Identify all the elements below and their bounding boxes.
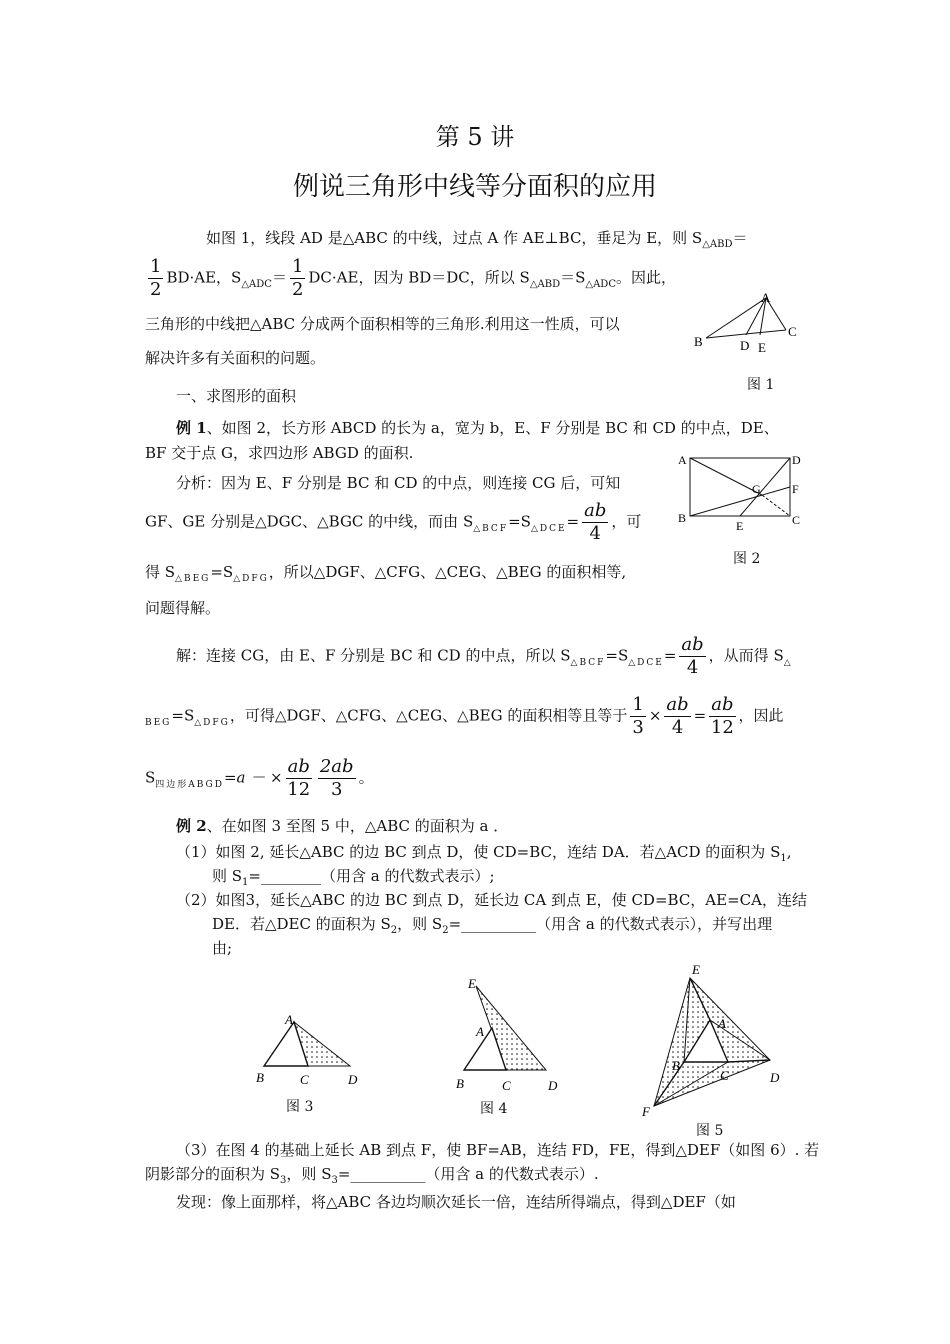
example-2-line: 例 2、在如图 3 至图 5 中，△ABC 的面积为 a ． [176, 817, 509, 835]
fig1-label-C: C [788, 324, 797, 339]
example-1-line-1: 例 1、如图 2，长方形 ABCD 的长为 a，宽为 b，E、F 分别是 BC 和 CD 的中点，DE、 [176, 419, 779, 437]
intro-line-1: 如图 1，线段 AD 是△ABC 的中线，过点 A 作 AE⊥BC，垂足为 E，则 $S_{\triangle ABD}=$ [206, 229, 748, 250]
fig2-label-A: A [678, 453, 687, 467]
fig4-label-A: A [476, 1024, 484, 1039]
fig4-label-E: E [468, 976, 476, 991]
fig5-label-B: B [672, 1058, 680, 1073]
fig3-label-B: B [256, 1070, 264, 1085]
lecture-title: 例说三角形中线等分面积的应用 [292, 172, 657, 202]
intro-line-4: 解决许多有关面积的问题。 [145, 349, 326, 367]
section-heading: 一、求图形的面积 [176, 387, 297, 405]
fig2-label-B: B [678, 511, 687, 525]
fig1-label-A: A [761, 290, 771, 305]
question-2-line-1: （2）如图3，延长△ABC 的边 BC 到点 D，延长边 CA 到点 E，使 CD=BC，AE=CA，连结 [176, 891, 807, 909]
fig4-label-D: D [548, 1078, 558, 1093]
fig2-label-C: C [792, 513, 801, 527]
fig5-label-C: C [720, 1068, 729, 1083]
fig5-label-A: A [718, 1016, 726, 1031]
intro-line-3: 三角形的中线把△ABC 分成两个面积相等的三角形.利用这一性质，可以 [145, 315, 620, 333]
analysis-line-3: 得 $S_{\triangle BEG}=S_{\triangle DFG}$，所以△DGF、△CFG、△CEG、△BEG 的面积相等, [145, 563, 627, 584]
analysis-line-1: 分析：因为 E、F 分别是 BC 和 CD 的中点，则连接 CG 后，可知 [176, 474, 621, 492]
fig4-label-C: C [502, 1078, 511, 1093]
figure-2-caption: 图 2 [733, 551, 761, 567]
solution-line-2: $_{BEG}=S_{\triangle DFG}$，可得△DGF、△CFG、△CEG、△BEG 的面积相等且等于 $\frac{1}{3}$ × $\frac{ab}{4}$ = $\frac{ab}{12}$ ，因此 [145, 694, 784, 738]
figure-1-caption: 图 1 [747, 377, 775, 393]
figure-2-diagram [676, 448, 811, 538]
fig1-label-E: E [758, 340, 766, 355]
fig3-label-C: C [300, 1072, 309, 1087]
figure-5-caption: 图 5 [696, 1123, 724, 1139]
lecture-number: 第 5 讲 [435, 123, 515, 151]
question-2-line-3: 由; [212, 939, 233, 957]
question-2-line-2: DE．若△DEC 的面积为 $S_2$，则 $S_2=\_\_\_\_\_\_\_\_\_\_$（用含 a 的代数式表示），并写出理 [212, 915, 773, 936]
fig3-label-D: D [348, 1072, 358, 1087]
solution-line-1: 解：连接 CG，由 E、F 分别是 BC 和 CD 的中点，所以 $S_{\triangle BCF}=S_{\triangle DCE}=$ $\frac{ab}{4}$ ，从而得 $S_\triangle$ [176, 634, 793, 678]
intro-line-2: $\frac{1}{2}$ BD·AE，$S_{\triangle ADC}=$ $\frac{1}{2}$ DC·AE，因为 BD＝DC，所以 $S_{\triangle ABD}=S_{\triangle ADC}$。因此， [150, 256, 676, 300]
fig1-label-B: B [694, 334, 703, 349]
figure-3-diagram [250, 1010, 370, 1090]
figure-3-caption: 图 3 [286, 1099, 314, 1115]
fig5-label-D: D [770, 1070, 780, 1085]
fig2-label-D: D [792, 453, 801, 467]
figure-1-diagram [688, 290, 808, 360]
fig5-label-F: F [642, 1104, 650, 1119]
analysis-line-2: GF、GE 分别是△DGC、△BGC 的中线，而由 $S_{\triangle BCF}=S_{\triangle DCE}=$ $\frac{ab}{4}$ ，可 [145, 500, 642, 544]
fig2-label-G: G [752, 482, 761, 496]
fig2-label-F: F [792, 482, 799, 496]
question-3-line-1: （3）在图 4 的基础上延长 AB 到点 F，使 BF=AB，连结 FD，FE，得到△DEF（如图 6）. 若 [176, 1141, 820, 1159]
question-1-line-1: （1）如图 2, 延长△ABC 的边 BC 到点 D，使 CD=BC，连结 DA．若△ACD 的面积为 $S_1$, [176, 843, 792, 864]
fig2-label-E: E [736, 519, 744, 533]
solution-line-3: $S_{四边形ABGD}=a$ － × $\frac{ab}{12}$ $\frac{2ab}{3}$ 。 [145, 756, 374, 800]
figure-4-diagram [450, 972, 570, 1097]
fig3-label-A: A [285, 1012, 293, 1027]
figure-5-diagram [636, 960, 796, 1120]
fig5-label-E: E [692, 962, 700, 977]
fig4-label-B: B [456, 1076, 464, 1091]
analysis-line-4: 问题得解。 [145, 599, 221, 617]
figure-4-caption: 图 4 [480, 1101, 508, 1117]
discovery-line: 发现：像上面那样，将△ABC 各边均顺次延长一倍，连结所得端点，得到△DEF（如 [176, 1193, 736, 1211]
example-1-line-2: BF 交于点 G，求四边形 ABGD 的面积. [145, 444, 414, 462]
question-1-line-2: 则 $S_1=\_\_\_\_\_\_\_\_$（用含 a 的代数式表示）; [212, 867, 495, 888]
fig1-label-D: D [740, 338, 750, 353]
question-3-line-2: 阴影部分的面积为 $S_3$，则 $S_3=\_\_\_\_\_\_\_\_\_\_$（用含 a 的代数式表示）. [145, 1165, 599, 1186]
